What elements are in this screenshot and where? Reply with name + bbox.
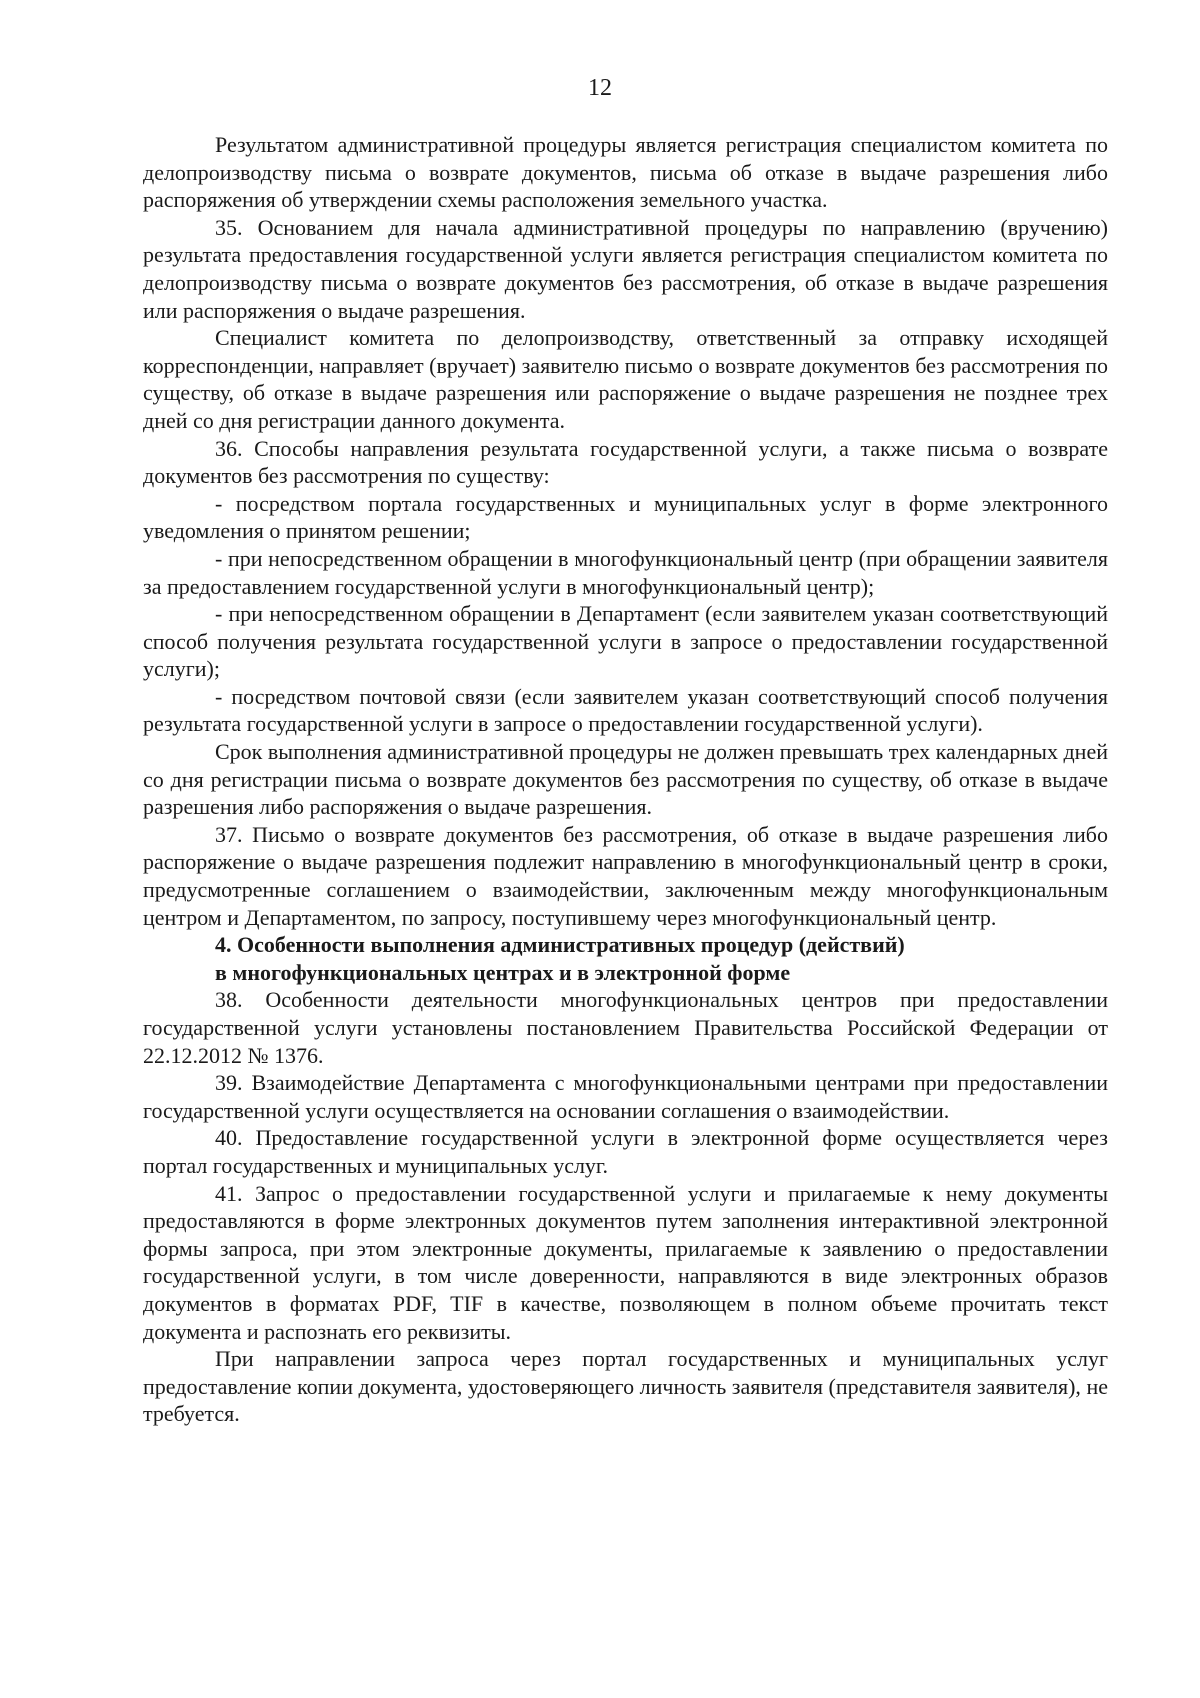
paragraph-portal-request: При направлении запроса через портал государственных и муниципальных услуг предоставление копии документа, удостоверяющего личность заявителя (представителя заявителя), не требуется. [143, 1346, 1108, 1427]
paragraph-specialist: Специалист комитета по делопроизводству, ответственный за отправку исходящей корреспонденции, направляет (вручает) заявителю письмо о возврате документов без рассмотрения по существу, об отказе в выдаче разрешения или распоряжение о выдаче разрешения не позднее трех дней со дня регистрации данного документа. [143, 325, 1108, 433]
section-heading-line-2: в многофункциональных центрах и в электронной форме [215, 959, 791, 985]
list-item-portal: - посредством портала государственных и муниципальных услуг в форме электронного уведомления о принятом решении; [143, 490, 1108, 544]
section-heading-line-1: 4. Особенности выполнения административных процедур (действий) [215, 932, 905, 958]
list-item-mfc: - при непосредственном обращении в многофункциональный центр (при обращении заявителя за предоставлением государственной услуги в многофункциональный центр); [143, 545, 1108, 599]
section-heading [143, 931, 1108, 986]
list-item-department: - при непосредственном обращении в Департамент (если заявителем указан соответствующий способ получения результата государственной услуги в запросе о предоставлении государственной услуги); [143, 601, 1108, 682]
paragraph-37: 37. Письмо о возврате документов без рассмотрения, об отказе в выдаче разрешения либо распоряжение о выдаче разрешения подлежит направлению в многофункциональный центр в сроки, предусмотренные соглашением о взаимодействии, заключенным между многофункциональным центром и Департаментом, по запросу, поступившему через многофункциональный центр. [143, 821, 1108, 930]
paragraph-40: 40. Предоставление государственной услуги в электронной форме осуществляется через портал государственных и муниципальных услуг. [143, 1125, 1108, 1178]
paragraph-41: 41. Запрос о предоставлении государственной услуги и прилагаемые к нему документы предоставляются в форме электронных документов путем заполнения интерактивной электронной формы запроса, при этом электронные документы, прилагаемые к заявлению о предоставлении государственной услуги, в том числе доверенности, направляются в виде электронных образов документов в форматах PDF, TIF в качестве, позволяющем в полном объеме прочитать текст документа и распознать его реквизиты. [143, 1180, 1108, 1344]
paragraph-deadline: Срок выполнения административной процедуры не должен превышать трех календарных дней со дня регистрации письма о возврате документов без рассмотрения по существу, об отказе в выдаче разрешения либо распоряжения о выдаче разрешения. [143, 739, 1108, 820]
list-item-post: - посредством почтовой связи (если заявителем указан соответствующий способ получения результата государственной услуги в запросе о предоставлении государственной услуги). [143, 683, 1108, 737]
page-number: 12 [588, 75, 612, 101]
paragraph-39: 39. Взаимодействие Департамента с многофункциональными центрами при предоставлении государственной услуги осуществляется на основании соглашения о взаимодействии. [143, 1070, 1108, 1123]
paragraph-35: 35. Основанием для начала административной процедуры по направлению (вручению) результата предоставления государственной услуги является регистрация специалистом комитета по делопроизводству письма о возврате документов без рассмотрения, об отказе в выдаче разрешения или распоряжения о выдаче разрешения. [143, 214, 1108, 323]
document-body [143, 131, 1108, 1428]
paragraph-38: 38. Особенности деятельности многофункциональных центров при предоставлении государственной услуги установлены постановлением Правительства Российской Федерации от 22.12.2012 № 1376. [143, 987, 1108, 1068]
paragraph-result: Результатом административной процедуры является регистрация специалистом комитета по делопроизводству письма о возврате документов, письма об отказе в выдаче разрешения либо распоряжения об утверждении схемы расположения земельного участка. [143, 132, 1108, 213]
paragraph-36: 36. Способы направления результата государственной услуги, а также письма о возврате документов без рассмотрения по существу: [143, 435, 1108, 489]
